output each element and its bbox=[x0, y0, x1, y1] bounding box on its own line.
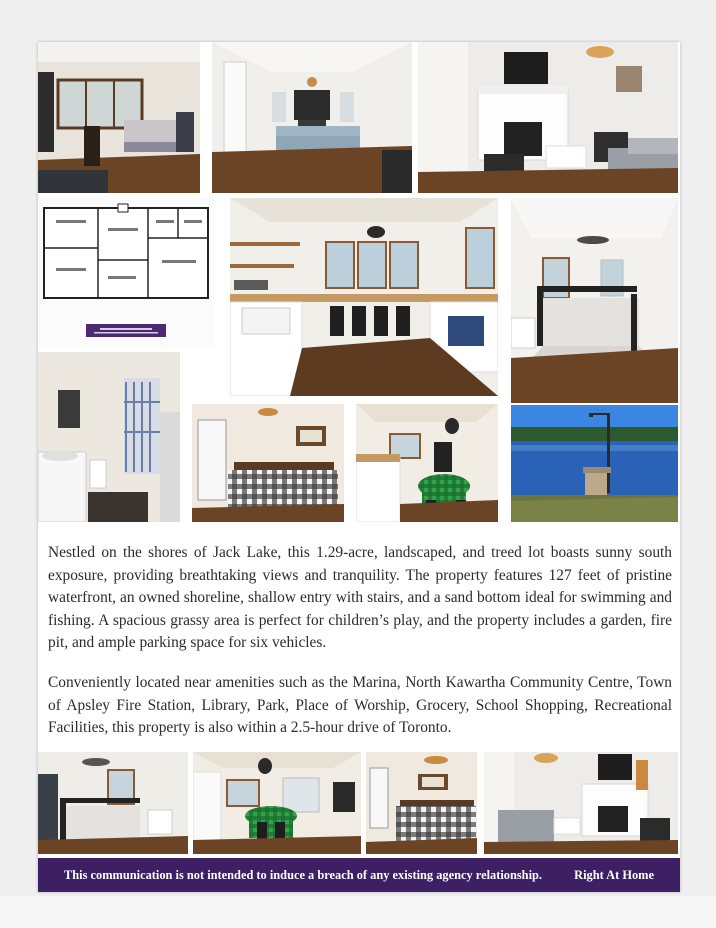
footer-bar bbox=[38, 858, 680, 892]
lake-dock-photo bbox=[511, 405, 678, 522]
kitchen-photo bbox=[230, 198, 498, 396]
living-room-wide-photo bbox=[212, 42, 412, 193]
bedroom-plaid-bed-photo-2 bbox=[366, 752, 477, 854]
living-room-fireplace-photo bbox=[418, 42, 678, 193]
description-paragraph-2: Conveniently located near amenities such as the Marina, North Kawartha Community Centre, Town of Apsley Fire Station, Library, Park, Place of Worship, Grocery, School Shopping, Recreational Facilities, this property is also within a 2.5-hour drive of Toronto. bbox=[48, 674, 672, 737]
brokerage-name: Right At Home bbox=[574, 868, 654, 882]
dining-area-photo bbox=[356, 404, 498, 522]
viewer-bottom-band bbox=[0, 896, 716, 928]
sunroom-daybed-photo bbox=[38, 42, 200, 193]
description-paragraph-1: Nestled on the shores of Jack Lake, this 1.29-acre, landscaped, and treed lot boasts sunny south exposure, providing breathtaking views and tranquility. The property features 127 feet of pristine waterfront, an owned shoreline, shallow entry with stairs, and a sand bottom ideal for swimming and fishing. A spacious grassy area is perfect for children’s play, and the property includes a garden, fire pit, and ample parking space for six vehicles. bbox=[48, 544, 672, 652]
floor-plan-image bbox=[38, 198, 214, 348]
dining-green-table-photo bbox=[193, 752, 361, 854]
listing-page bbox=[38, 42, 680, 892]
bathroom-photo bbox=[38, 352, 180, 522]
living-room-fireplace-photo-2 bbox=[484, 752, 678, 854]
bedroom-plaid-bed-photo bbox=[192, 404, 344, 522]
agency-disclaimer: This communication is not intended to induce a breach of any existing agency relationship. bbox=[64, 868, 543, 882]
bedroom-bench-photo bbox=[38, 752, 188, 854]
bedroom-iron-bed-photo bbox=[511, 198, 678, 403]
